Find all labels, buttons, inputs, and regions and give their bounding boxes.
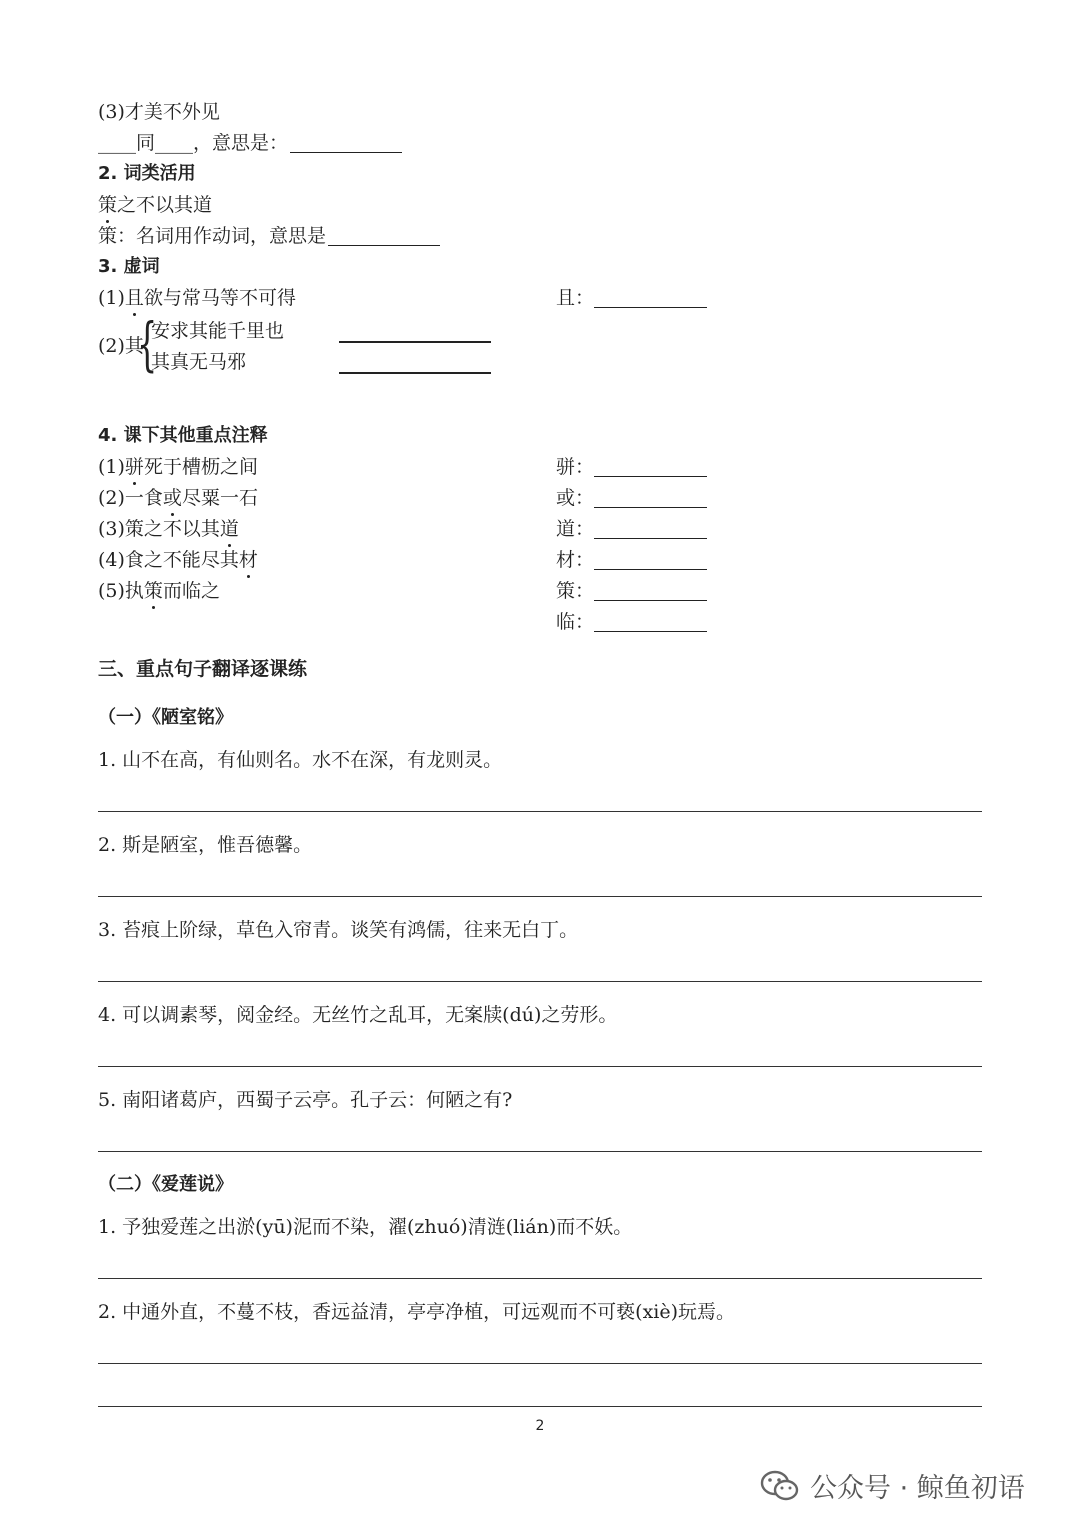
- sec3-q1-label: 且：: [556, 287, 595, 309]
- watermark-text: 公众号 · 鲸鱼初语: [810, 1473, 1025, 1504]
- answer-line[interactable]: [98, 1066, 982, 1067]
- answer-line[interactable]: [98, 1406, 982, 1407]
- item-pre: (4)食之不能尽其: [98, 549, 239, 571]
- sec2-title: 2. 词类活用: [98, 163, 196, 184]
- answer-line[interactable]: [98, 811, 982, 812]
- answer-blank[interactable]: [339, 341, 491, 343]
- answer-line[interactable]: [98, 1363, 982, 1364]
- sec2-sentence: [98, 193, 212, 217]
- sec4-label: 道：: [556, 518, 595, 540]
- item-pre: (3)策之不以其: [98, 518, 220, 540]
- answer-line[interactable]: [98, 1151, 982, 1152]
- sec2-sentence-rest: 之不以其道: [117, 194, 213, 216]
- sec4-item: [98, 579, 220, 603]
- q-number: (1): [98, 287, 125, 309]
- translation-sentence: 1. 予独爱莲之出淤(yū)泥而不染，濯(zhuó)清涟(lián)而不妖。: [98, 1216, 633, 1238]
- answer-line[interactable]: [98, 896, 982, 897]
- sec4-label: 或：: [556, 487, 595, 509]
- item-post: 而临之: [162, 580, 220, 602]
- sec3-q2-line2: 其真无马邪: [151, 351, 247, 373]
- sec4-item: [98, 517, 239, 541]
- translation-sentence: 2. 斯是陋室，惟吾德馨。: [98, 834, 313, 856]
- answer-blank[interactable]: [594, 507, 707, 508]
- wechat-icon: [760, 1469, 800, 1503]
- sec4-label: 策：: [556, 580, 595, 602]
- item-pre: (5)执: [98, 580, 144, 602]
- translation-sentence: 3. 苔痕上阶绿，草色入帘青。谈笑有鸿儒，往来无白丁。: [98, 919, 579, 941]
- sec4-item: [98, 548, 258, 572]
- q-rest: 欲与常马等不可得: [143, 287, 296, 309]
- answer-blank[interactable]: [594, 569, 707, 570]
- page-number: 2: [535, 1418, 545, 1434]
- sec3-q2-line1: 安求其能千里也: [151, 320, 285, 342]
- sec4-item: [98, 486, 258, 510]
- sec4-title: 4. 课下其他重点注释: [98, 425, 268, 446]
- watermark: [760, 1466, 1025, 1505]
- answer-blank[interactable]: [328, 245, 440, 246]
- translation-sentence: 1. 山不在高，有仙则名。水不在深，有龙则灵。: [98, 749, 503, 771]
- brace-symbol: {: [137, 310, 158, 378]
- sec4-label: 骈：: [556, 456, 595, 478]
- item-post: 死于槽枥之间: [143, 456, 258, 478]
- item3-title: (3)才美不外见: [98, 101, 220, 123]
- emphasis-char: 骈: [124, 456, 144, 478]
- part3-title: 三、重点句子翻译逐课练: [98, 658, 308, 680]
- item3-fill: ____同____，意思是：: [98, 132, 289, 154]
- answer-blank[interactable]: [594, 538, 707, 539]
- emphasis-char: 且: [124, 287, 144, 309]
- lesson1-title: （一）《陋室铭》: [98, 707, 233, 728]
- answer-blank[interactable]: [339, 372, 491, 374]
- sec3-title: 3. 虚词: [98, 256, 160, 277]
- sec4-item: [98, 455, 258, 479]
- answer-blank[interactable]: [290, 152, 402, 153]
- emphasis-char: 道: [219, 518, 239, 540]
- emphasis-char: 或: [162, 487, 182, 509]
- item-pre: (2)一食: [98, 487, 163, 509]
- answer-blank[interactable]: [594, 476, 707, 477]
- translation-sentence: 5. 南阳诸葛庐，西蜀子云亭。孔子云：何陋之有?: [98, 1089, 513, 1111]
- answer-line[interactable]: [98, 1278, 982, 1279]
- emphasis-char: 策: [98, 194, 118, 216]
- sec4-label: 临：: [556, 611, 595, 633]
- answer-blank[interactable]: [594, 307, 707, 308]
- emphasis-char: 策: [143, 580, 163, 602]
- lesson2-title: （二）《爱莲说》: [98, 1174, 233, 1195]
- sec3-q2-label: (2)其: [98, 335, 144, 357]
- translation-sentence: 4. 可以调素琴，阅金经。无丝竹之乱耳，无案牍(dú)之劳形。: [98, 1004, 618, 1026]
- translation-sentence: 2. 中通外直，不蔓不枝，香远益清，亭亭净植，可远观而不可亵(xiè)玩焉。: [98, 1301, 736, 1323]
- answer-line[interactable]: [98, 981, 982, 982]
- item-post: 尽粟一石: [181, 487, 258, 509]
- sec4-label: 材：: [556, 549, 595, 571]
- item-pre: (1): [98, 456, 125, 478]
- sec3-q1: [98, 286, 296, 310]
- emphasis-char: 材: [238, 549, 258, 571]
- sec2-fill: 策：名词用作动词，意思是: [98, 225, 327, 247]
- answer-blank[interactable]: [594, 631, 707, 632]
- answer-blank[interactable]: [594, 600, 707, 601]
